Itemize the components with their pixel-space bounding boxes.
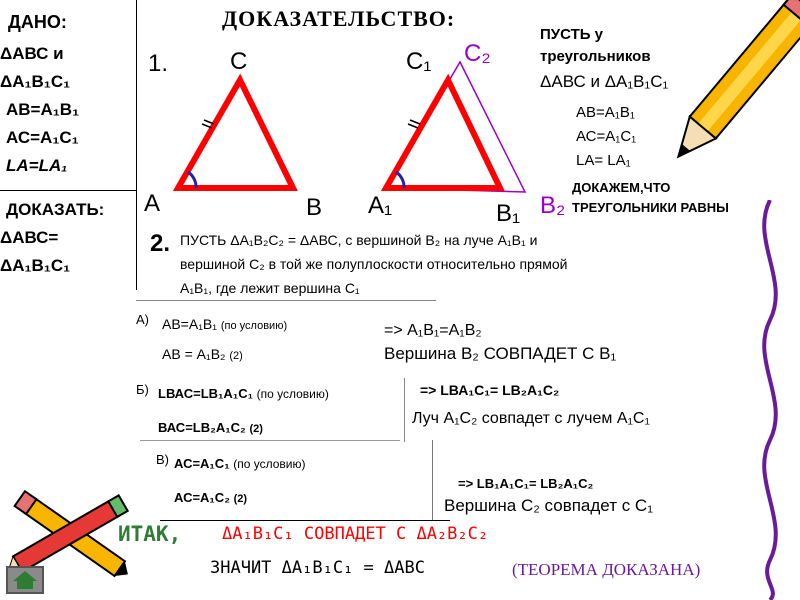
given-line-1: ΔАВС и [0,44,64,63]
parta-line1-text: АВ=А₁В₁ [162,316,217,332]
home-icon [8,568,42,592]
partb-line1-text: LВАС=LВ₁А₁С₁ [158,386,253,401]
partc-label: В) [156,452,169,467]
assume-line-2: треугольников [540,48,651,65]
step2-text-1: ПУСТЬ ΔА₁В₂С₂ = ΔАВС, с вершиной В₂ на луче А₁В₁ и [180,232,538,248]
assume-line-3: ΔАВС и ΔА₁В₁С₁ [540,72,669,91]
parta-result: Вершина В₂ СОВПАДЕТ С В₁ [384,344,617,363]
page-title: ДОКАЗАТЕЛЬСТВО: [222,6,456,31]
given-line-3: АВ=А₁В₁ [6,100,80,119]
partb-line2-text: ВАС=LВ₂А₁С₂ [158,420,246,435]
parta-line2 [162,346,243,362]
step2-text-3: А₁В₁, где лежит вершина С₁ [180,280,360,296]
triangle-a1b2c2 [386,62,525,192]
parta-line2-text: АВ = А₁В₂ [162,346,226,362]
assume-conclusion-1: ДОКАЖЕМ,ЧТО [572,180,671,195]
prove-line-1: ΔАВС= [0,228,59,247]
partc-line1-note: (по условию) [233,457,306,471]
final-itak: ИТАК, [118,522,182,546]
partc-implies: => LВ₁А₁С₁= LВ₂А₁С₂ [458,476,594,491]
vertex-b1: B₁ [496,200,521,227]
parta-line2-note: (2) [229,350,243,362]
assume-conclusion-2: ТРЕУГОЛЬНИКИ РАВНЫ [572,200,729,215]
parta-label: А) [136,312,149,327]
partb-line1 [158,386,329,401]
tick-a1c1-2 [410,120,420,124]
step1-number: 1. [148,50,169,77]
partb-label: Б) [136,382,149,397]
final-znachit: ЗНАЧИТ ΔА₁В₁С₁ = ΔАВС [210,558,425,578]
parta-line1 [162,316,287,332]
prove-heading: ДОКАЗАТЬ: [6,200,105,219]
tick-a1c1 [408,124,418,128]
vertex-b: B [306,194,323,221]
partb-implies: => LВА₁С₁= LВ₂А₁С₂ [420,382,560,398]
partc-line2 [174,490,247,505]
decorative-wave-line [740,200,800,600]
pencil-icon [668,0,800,190]
vertex-c1: C₁ [406,48,432,75]
vertex-b2: B₂ [540,192,566,219]
final-coincide: ΔА₁В₁С₁ СОВПАДЕТ С ΔА₂В₂С₂ [222,524,489,544]
assume-line-5: АС=А₁С₁ [576,128,637,145]
given-heading: ДАНО: [8,12,67,32]
partc-line1-text: АС=А₁С₁ [174,456,230,471]
partc-line2-text: АС=А₁С₂ [174,490,230,505]
triangle-abc [178,80,293,188]
assume-line-6: LА= LА₁ [576,152,631,169]
vertex-c: C [230,48,248,75]
assume-line-1: ПУСТЬ у [540,26,604,43]
partb-line2-note: (2) [249,423,263,435]
step2-text-2: вершиной С₂ в той же полуплоскости относительно прямой [180,256,568,272]
partc-line1 [174,456,305,471]
vertex-a1: A₁ [368,192,393,219]
vertex-a: A [144,190,161,217]
partb-line1-note: (по условию) [256,387,329,401]
partc-result: Вершина С₂ совпадет с С₁ [444,496,653,515]
step2-number: 2. [150,230,171,257]
partb-result: Луч А₁С₂ совпадет с лучем А₁С₁ [412,410,650,427]
parta-implies: => А₁В₁=А₁В₂ [384,322,482,339]
parta-line1-note: (по условию) [220,320,288,332]
prove-line-2: ΔА₁В₁С₁ [0,256,71,275]
partb-line2 [158,420,263,435]
given-line-5: LА=LА₁ [6,156,68,175]
given-line-2: ΔА₁В₁С₁ [0,72,71,91]
partc-line2-note: (2) [233,493,248,505]
given-line-4: АС=А₁С₁ [6,128,79,147]
vertex-c2: C₂ [464,40,491,67]
home-button[interactable] [6,566,44,594]
assume-line-4: АВ=А₁В₁ [576,104,635,121]
partb-divider-v [404,378,405,442]
triangle-a1b1c1 [386,80,500,188]
theorem-proved: (ТЕОРЕМА ДОКАЗАНА) [512,560,701,579]
